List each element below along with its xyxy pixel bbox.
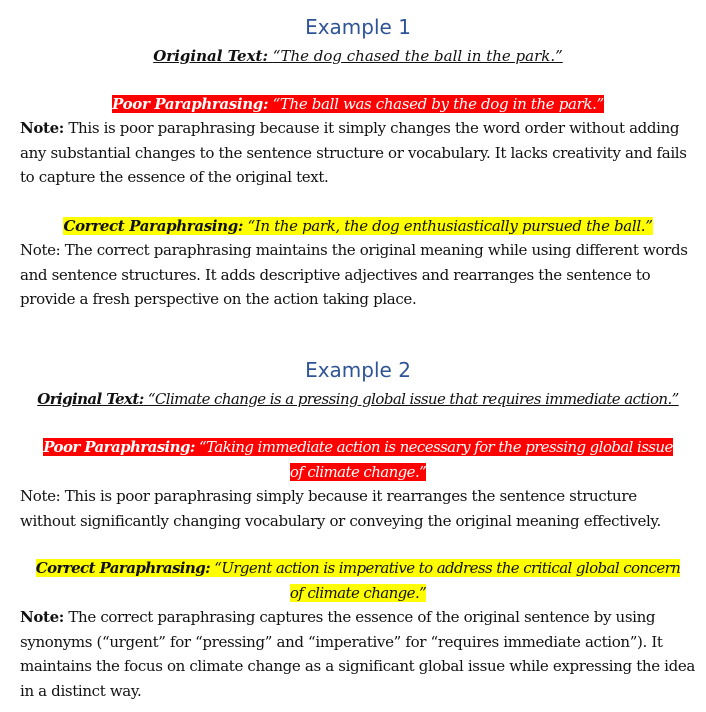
example-1-correct-label: Correct Paraphrasing:	[63, 217, 244, 235]
example-1-poor-note-label: Note:	[20, 119, 64, 137]
example-1-poor	[20, 92, 696, 117]
example-2-original-text: “Climate change is a pressing global issue that requires immediate action.”	[147, 390, 679, 408]
example-2-correct-text-1: “Urgent action is imperative to address the critical global concern	[214, 559, 681, 577]
example-2-poor-label: Poor Paraphrasing:	[43, 438, 195, 456]
example-2-original-label: Original Text:	[37, 390, 144, 408]
example-1-poor-label: Poor Paraphrasing:	[112, 95, 269, 113]
example-2-correct-note-label: Note:	[20, 608, 64, 626]
example-1-correct-note: Note: The correct paraphrasing maintains the original meaning while using different words and sentence structures. It adds descriptive adjectives and rearranges the sentence to provide a fresh perspective on the action taking place.	[20, 241, 688, 308]
example-2-correct-note-text: The correct paraphrasing captures the essence of the original sentence by using synonyms (“urgent” for “pressing” and “imperative” for “requires immediate action”). It maintains the focus on climate change as a significant global issue while expressing the idea in a distinct way.	[20, 608, 695, 700]
example-1-heading: Example 1	[305, 15, 411, 39]
example-1-poor-note	[20, 116, 696, 190]
example-2-correct	[20, 556, 696, 605]
example-2-correct-text-2: of climate change.”	[289, 583, 427, 602]
example-2-poor-note: Note: This is poor paraphrasing simply because it rearranges the sentence structure without significantly changing vocabulary or conveying the original meaning effectively.	[20, 487, 661, 530]
example-2-correct-label: Correct Paraphrasing:	[35, 559, 211, 577]
example-1-original	[20, 44, 696, 69]
example-1-correct	[20, 214, 696, 239]
example-1-original-label: Original Text:	[153, 47, 269, 65]
example-2-poor	[20, 435, 696, 484]
example-2-original	[20, 387, 696, 412]
example-1-original-text: “The dog chased the ball in the park.”	[272, 47, 563, 65]
example-2-heading: Example 2	[305, 358, 411, 382]
example-1-poor-note-text: This is poor paraphrasing because it simply changes the word order without adding any substantial changes to the sentence structure or vocabulary. It lacks creativity and fails to capture the essence of the original text.	[20, 119, 687, 186]
example-1-poor-text: “The ball was chased by the dog in the park.”	[272, 95, 604, 113]
example-2-poor-text-1: “Taking immediate action is necessary for the pressing global issue	[198, 438, 673, 456]
example-2-correct-note	[20, 605, 696, 703]
example-1-correct-text: “In the park, the dog enthusiastically pursued the ball.”	[247, 217, 653, 235]
example-2-poor-text-2: of climate change.”	[289, 462, 427, 481]
